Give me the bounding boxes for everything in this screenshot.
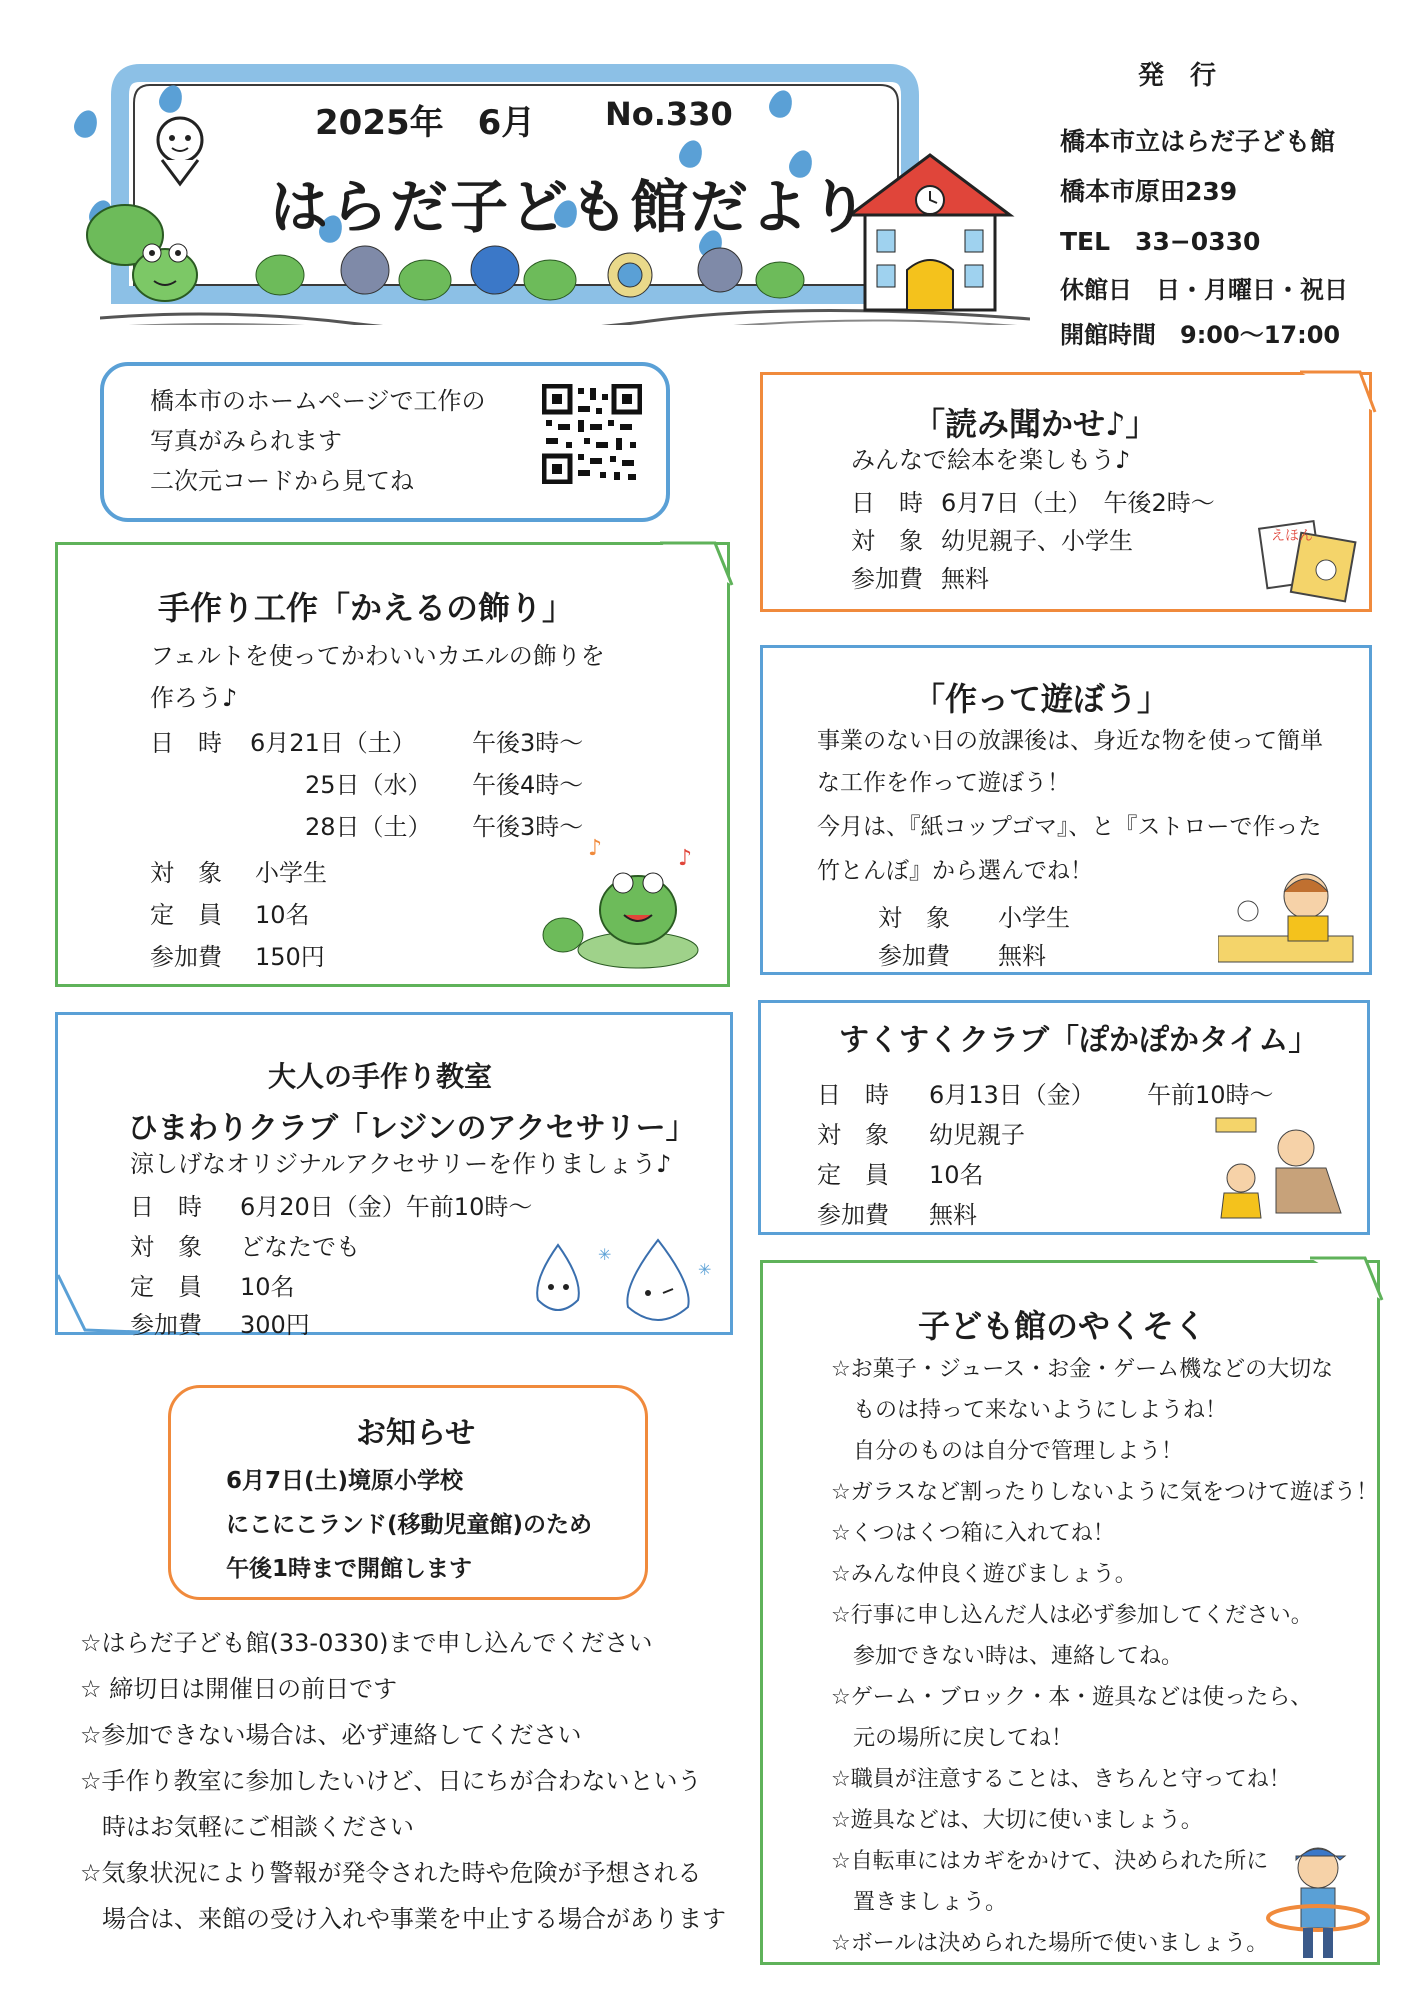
publisher-address: 橋本市原田239	[1060, 177, 1238, 206]
kaeru-desc: 作ろう♪	[150, 684, 238, 712]
note-item: ☆ 締切日は開催日の前日です	[80, 1675, 398, 1703]
fee-value: 150円	[255, 943, 325, 971]
frog-icon	[80, 195, 220, 315]
tsukutte-desc: 今月は、『紙コップゴマ』、と『ストローで作った	[817, 814, 1322, 840]
svg-text:♪: ♪	[588, 836, 603, 861]
oshirase-title: お知らせ	[356, 1416, 476, 1451]
target-value: 小学生	[998, 904, 1070, 932]
target-label: 対 象	[150, 859, 222, 887]
oshirase-line: 午後1時まで開館します	[226, 1556, 473, 1582]
datetime-value: 6月20日（金）午前10時〜	[240, 1193, 533, 1221]
yomikikase-title: 「読み聞かせ♪」	[913, 405, 1158, 443]
target-label: 対 象	[851, 527, 923, 555]
box-corner-fold	[660, 535, 740, 595]
singing-frogs-icon	[528, 835, 708, 975]
yakusoku-rule: ☆職員が注意することは、きちんと守ってね！	[831, 1767, 1291, 1792]
box-corner-fold	[1310, 1250, 1390, 1310]
header-year-month: 2025年 6月	[315, 103, 536, 143]
box-corner-fold	[55, 1270, 145, 1340]
qr-notice-box	[100, 362, 670, 522]
yakusoku-rule: ☆ボールは決められた場所で使いましょう。	[831, 1931, 1269, 1956]
time-value: 午後3時〜	[472, 729, 584, 757]
teruteru-icon	[150, 110, 210, 190]
fee-label: 参加費	[878, 942, 950, 970]
hydrangea-decoration	[250, 235, 810, 325]
time-value: 午前10時〜	[1147, 1081, 1274, 1109]
svg-text:✳: ✳	[598, 1245, 612, 1264]
qr-notice-line: 写真がみられます	[150, 427, 342, 455]
publisher-label: 発 行	[1138, 61, 1217, 91]
yakusoku-title: 子ども館のやくそく	[918, 1307, 1207, 1345]
kaeru-desc: フェルトを使ってかわいいカエルの飾りを	[150, 642, 605, 670]
capacity-value: 10名	[255, 901, 310, 929]
yomikikase-box	[760, 372, 1372, 612]
page-title: はらだ子ども館だより	[270, 173, 871, 241]
yakusoku-rule: ☆くつはくつ箱に入れてね！	[831, 1521, 1115, 1546]
publisher-closed: 休館日 日・月曜日・祝日	[1060, 276, 1348, 304]
oshirase-line: 6月7日(土)境原小学校	[226, 1468, 464, 1494]
kaeru-title: 手作り工作「かえるの飾り」	[158, 589, 575, 627]
publisher-tel: TEL 33−0330	[1060, 227, 1261, 256]
yakusoku-rule: 自分のものは自分で管理しよう！	[853, 1439, 1184, 1464]
target-label: 対 象	[878, 904, 950, 932]
otona-title: 大人の手作り教室	[268, 1060, 493, 1093]
capacity-label: 定 員	[150, 901, 222, 929]
date-value: 6月13日（金）	[929, 1081, 1095, 1109]
note-item: ☆参加できない場合は、必ず連絡してください	[80, 1721, 582, 1749]
yakusoku-rule: 参加できない時は、連絡してね。	[853, 1644, 1184, 1669]
tsukutte-desc: 事業のない日の放課後は、身近な物を使って簡単	[817, 728, 1323, 754]
capacity-label: 定 員	[817, 1161, 889, 1189]
qr-notice-line: 二次元コードから見てね	[150, 467, 414, 495]
fee-value: 無料	[929, 1201, 977, 1229]
child-crafting-icon	[1218, 866, 1358, 966]
oshirase-box	[168, 1385, 648, 1600]
oshirase-line: にこにこランド(移動児童館)のため	[226, 1512, 593, 1538]
yakusoku-rule: ☆ガラスなど割ったりしないように気をつけて遊ぼう！	[831, 1480, 1379, 1505]
date-value: 28日（土）	[305, 813, 432, 841]
fee-label: 参加費	[130, 1311, 202, 1339]
tsukutte-box	[760, 645, 1372, 975]
capacity-value: 10名	[929, 1161, 984, 1189]
fee-value: 300円	[240, 1311, 310, 1339]
yakusoku-rule: 元の場所に戻してね！	[853, 1726, 1074, 1751]
publisher-org: 橋本市立はらだ子ども館	[1060, 127, 1336, 156]
target-value: どなたでも	[240, 1233, 360, 1261]
yakusoku-rule: ☆自転車にはカギをかけて、決められた所に	[831, 1849, 1269, 1874]
fee-label: 参加費	[150, 943, 222, 971]
tsukutte-desc: 竹とんぼ』から選んでね！	[817, 858, 1093, 884]
target-value: 小学生	[255, 859, 327, 887]
kaeru-box	[55, 542, 730, 987]
water-drop-characters-icon	[518, 1235, 718, 1335]
yakusoku-rule: ☆遊具などは、大切に使いましょう。	[831, 1808, 1203, 1833]
datetime-label: 日 時	[130, 1193, 202, 1221]
fee-label: 参加費	[851, 565, 923, 593]
yomikikase-intro: みんなで絵本を楽しもう♪	[851, 446, 1131, 474]
fee-value: 無料	[941, 565, 989, 593]
date-value: 6月21日（土）	[250, 729, 416, 757]
parent-child-play-icon	[1206, 1108, 1356, 1223]
otona-desc: 涼しげなオリジナルアクセサリーを作りましょう♪	[130, 1150, 672, 1178]
qr-code[interactable]	[542, 384, 642, 484]
yakusoku-box	[760, 1260, 1380, 1965]
note-item: 場合は、来館の受け入れや事業を中止する場合があります	[102, 1905, 726, 1933]
note-item: 時はお気軽にご相談ください	[102, 1813, 414, 1841]
yakusoku-rule: ☆行事に申し込んだ人は必ず参加してください。	[831, 1603, 1313, 1628]
yakusoku-rule: 置きましょう。	[853, 1890, 1008, 1915]
datetime-label: 日 時	[851, 489, 923, 517]
target-value: 幼児親子、小学生	[941, 527, 1133, 555]
header-issue-no: No.330	[605, 95, 733, 133]
target-label: 対 象	[130, 1233, 202, 1261]
time-value: 午後4時〜	[472, 771, 584, 799]
otona-box	[55, 1012, 733, 1339]
fee-value: 無料	[998, 942, 1046, 970]
sukusuku-box	[758, 1000, 1370, 1235]
publisher-hours: 開館時間 9:00〜17:00	[1060, 321, 1341, 349]
datetime-value: 6月7日（土） 午後2時〜	[941, 489, 1215, 517]
yakusoku-rule: ☆お菓子・ジュース・お金・ゲーム機などの大切な	[831, 1357, 1334, 1382]
yakusoku-rule: ☆ゲーム・ブロック・本・遊具などは使ったら、	[831, 1685, 1313, 1710]
capacity-label: 定 員	[130, 1273, 202, 1301]
datetime-label: 日 時	[150, 729, 222, 757]
note-item: ☆はらだ子ども館(33-0330)まで申し込んでください	[80, 1629, 653, 1657]
target-value: 幼児親子	[929, 1121, 1025, 1149]
book-label: えほん	[1271, 528, 1313, 544]
notes-list	[80, 1620, 740, 1950]
svg-text:♪: ♪	[678, 846, 693, 871]
otona-subtitle: ひまわりクラブ「レジンのアクセサリー」	[128, 1111, 696, 1146]
yakusoku-rule: ものは持って来ないようにしようね！	[853, 1398, 1228, 1423]
tsukutte-desc: な工作を作って遊ぼう！	[817, 770, 1070, 796]
hula-hoop-child-icon	[1263, 1838, 1373, 1963]
datetime-label: 日 時	[817, 1081, 889, 1109]
svg-text:✳: ✳	[698, 1260, 712, 1279]
capacity-value: 10名	[240, 1273, 295, 1301]
yakusoku-rule: ☆みんな仲良く遊びましょう。	[831, 1562, 1137, 1587]
fee-label: 参加費	[817, 1201, 889, 1229]
box-corner-fold	[1300, 362, 1380, 422]
date-value: 25日（水）	[305, 771, 432, 799]
sukusuku-title: すくすくクラブ「ぽかぽかタイム」	[839, 1023, 1319, 1058]
tsukutte-title: 「作って遊ぼう」	[913, 680, 1170, 718]
time-value: 午後3時〜	[472, 813, 584, 841]
target-label: 対 象	[817, 1121, 889, 1149]
note-item: ☆気象状況により警報が発令された時や危険が予想される	[80, 1859, 702, 1887]
note-item: ☆手作り教室に参加したいけど、日にちが合わないという	[80, 1767, 702, 1795]
qr-notice-line: 橋本市のホームページで工作の	[150, 387, 486, 415]
raindrop-icon	[71, 107, 101, 141]
